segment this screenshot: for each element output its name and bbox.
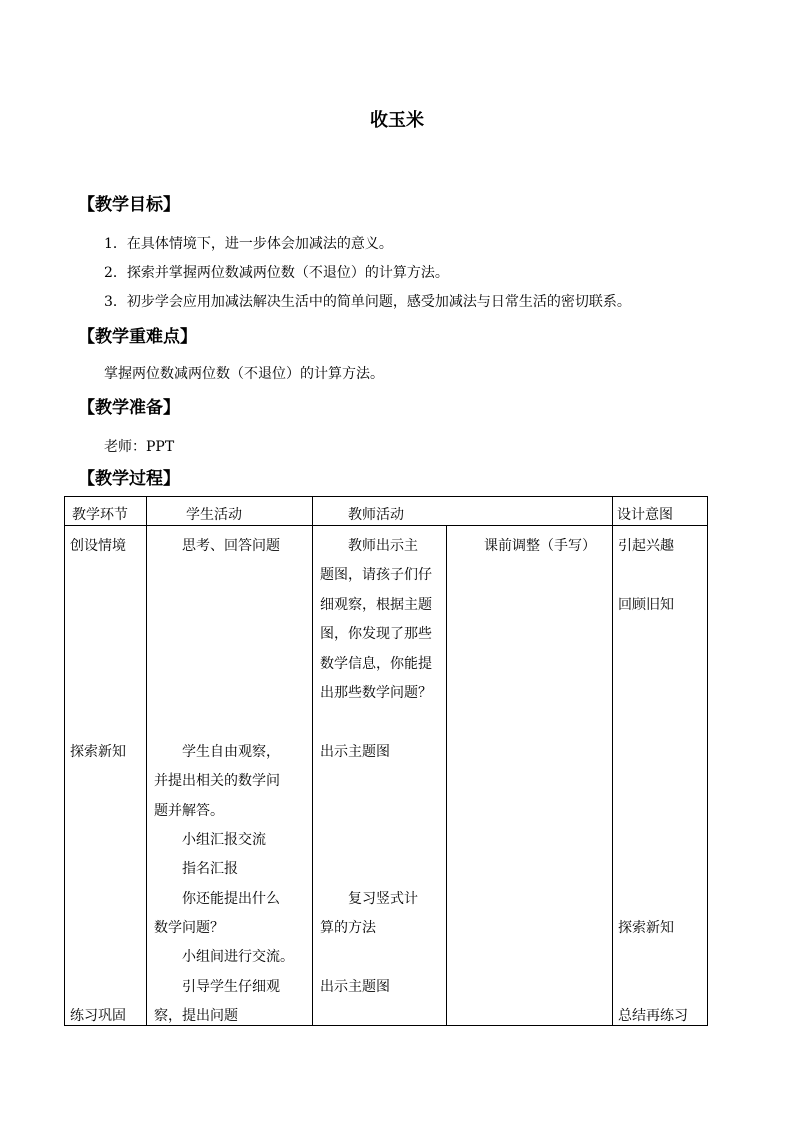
intent-line: 总结再练习: [618, 1008, 688, 1025]
stage-cell: 练习巩固: [70, 1008, 126, 1025]
student-line: 小组汇报交流: [182, 831, 266, 848]
key-points-heading: 【教学重难点】: [78, 327, 197, 347]
student-line: 学生自由观察，: [182, 743, 280, 760]
preparation-text: 老师：PPT: [104, 439, 175, 455]
teacher-line: 数学信息，你能提: [320, 655, 432, 672]
teacher-line: 细观察，根据主题: [320, 596, 432, 613]
stage-column: [70, 532, 126, 1032]
header-design-intent: 设计意图: [617, 507, 673, 523]
preparation-heading: 【教学准备】: [78, 398, 180, 418]
adjustment-note-cell: 课前调整（手写）: [484, 538, 596, 554]
intent-line: 探索新知: [618, 920, 674, 937]
teaching-process-table: [64, 496, 708, 1026]
goal-item: 2．探索并掌握两位数减两位数（不退位）的计算方法。: [104, 265, 449, 281]
stage-cell: 创设情境: [70, 538, 126, 554]
teacher-line: 出示主题图: [320, 743, 390, 760]
table-border-right: [707, 496, 708, 1026]
column-divider: [146, 496, 147, 1026]
key-points-text: 掌握两位数减两位数（不退位）的计算方法。: [104, 366, 384, 382]
teacher-line: 复习竖式计: [348, 890, 418, 907]
teacher-line: 教师出示主: [348, 538, 418, 554]
student-line: 思考、回答问题: [182, 538, 280, 554]
student-line: 并提出相关的数学问: [154, 773, 280, 790]
teacher-line: 出示主题图: [320, 978, 390, 995]
design-intent-column: [618, 532, 688, 1032]
teacher-line: 出那些数学问题？: [320, 684, 432, 701]
table-border-left: [64, 496, 65, 1026]
teacher-line: 图，你发现了那些: [320, 626, 432, 643]
student-line: 你还能提出什么: [182, 890, 280, 907]
student-line: 小组间进行交流。: [182, 949, 294, 966]
column-divider: [312, 496, 313, 1026]
header-stage: 教学环节: [72, 507, 128, 523]
goal-item: 1．在具体情境下，进一步体会加减法的意义。: [104, 236, 393, 252]
student-activity-column: [154, 532, 294, 1032]
header-student-activity: 学生活动: [186, 507, 242, 523]
stage-cell: 探索新知: [70, 743, 126, 760]
goal-item: 3．初步学会应用加减法解决生活中的简单问题，感受加减法与日常生活的密切联系。: [104, 294, 631, 310]
goals-heading: 【教学目标】: [78, 195, 180, 215]
intent-line: 引起兴趣: [618, 538, 674, 554]
student-line: 题并解答。: [154, 802, 224, 819]
student-line: 引导学生仔细观: [182, 978, 280, 995]
process-heading: 【教学过程】: [78, 469, 180, 489]
column-divider: [446, 525, 447, 1026]
student-line: 察，提出问题: [154, 1008, 238, 1025]
teacher-line: 题图，请孩子们仔: [320, 567, 432, 584]
student-line: 数学问题？: [154, 920, 224, 937]
column-divider: [612, 496, 613, 1026]
teacher-activity-column: [320, 532, 432, 1002]
header-teacher-activity: 教师活动: [348, 507, 404, 523]
teacher-line: 算的方法: [320, 920, 376, 937]
student-line: 指名汇报: [182, 861, 238, 878]
intent-line: 回顾旧知: [618, 596, 674, 613]
document-title: 收玉米: [370, 110, 424, 131]
